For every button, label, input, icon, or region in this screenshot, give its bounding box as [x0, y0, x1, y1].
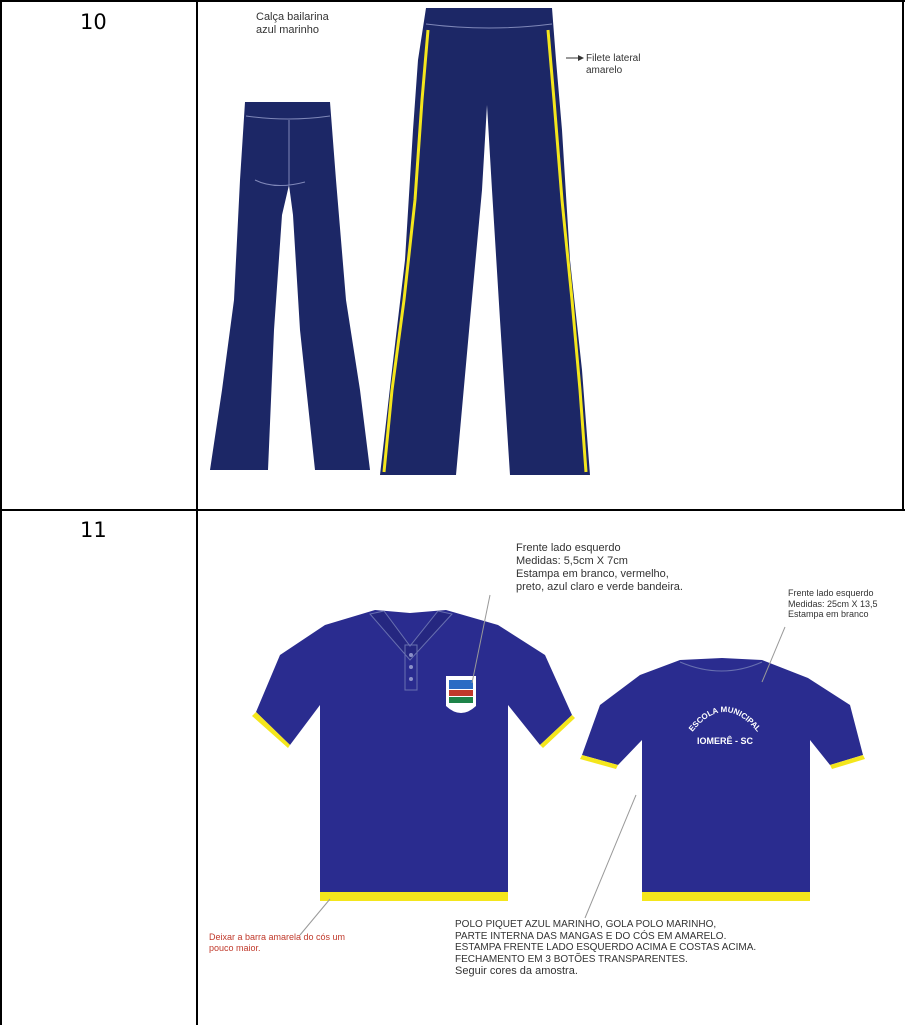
pants-title-label	[256, 11, 329, 37]
polo-back-yellow-hem	[642, 892, 810, 901]
button-2	[409, 665, 413, 669]
back-print-label	[788, 588, 878, 620]
hem-note-line-2: pouco maior.	[209, 942, 261, 953]
pants-title-line-1: Calça bailarina	[256, 11, 329, 23]
polo-description	[455, 919, 756, 978]
hem-note-pointer	[300, 899, 330, 935]
back-print-line-3: Estampa em branco	[788, 609, 869, 620]
description-line-4: FECHAMENTO EM 3 BOTÕES TRANSPARENTES.	[455, 953, 688, 965]
front-print-line-4: preto, azul claro e verde bandeira.	[516, 580, 683, 593]
hem-note-line-1: Deixar a barra amarela do cós um	[209, 932, 346, 942]
back-print-arc-text: ESCOLA MUNICIPAL	[687, 704, 763, 734]
polo-front-yellow-hem	[320, 892, 508, 901]
stripe-pointer-arrow	[578, 55, 584, 61]
back-print-city-text: IOMERÊ - SC	[696, 736, 754, 746]
stripe-note-line-1: Filete lateral	[586, 53, 641, 64]
front-print-label	[516, 542, 683, 594]
hem-note-label	[209, 932, 345, 953]
school-crest-logo	[446, 676, 476, 713]
back-print-line-2: Medidas: 25cm X 13,5	[788, 598, 878, 609]
item-number-10: 10	[80, 10, 107, 34]
description-pointer	[585, 795, 636, 918]
back-print-line-1: Frente lado esquerdo	[788, 588, 874, 598]
button-1	[409, 653, 413, 657]
description-line-2: PARTE INTERNA DAS MANGAS E DO CÓS EM AMARELO.	[455, 930, 727, 942]
polo-front-view	[252, 595, 575, 901]
pants-back-shape	[210, 102, 370, 470]
front-print-line-2: Medidas: 5,5cm X 7cm	[516, 554, 628, 567]
button-3	[409, 677, 413, 681]
pants-front-view	[380, 8, 590, 475]
polo-back-shape	[582, 658, 863, 895]
item-number-11: 11	[80, 518, 107, 542]
pants-title-line-2: azul marinho	[256, 23, 319, 36]
description-line-1: POLO PIQUET AZUL MARINHO, GOLA POLO MARINHO,	[455, 919, 717, 930]
stripe-note-label	[586, 53, 640, 77]
stripe-note-line-2: amarelo	[586, 64, 623, 76]
description-line-5: Seguir cores da amostra.	[455, 965, 578, 977]
front-print-line-1: Frente lado esquerdo	[516, 542, 621, 554]
front-print-line-3: Estampa em branco, vermelho,	[516, 567, 669, 580]
description-line-3: ESTAMPA FRENTE LADO ESQUERDO ACIMA E COSTAS ACIMA.	[455, 942, 757, 953]
pants-back-view	[210, 102, 370, 470]
